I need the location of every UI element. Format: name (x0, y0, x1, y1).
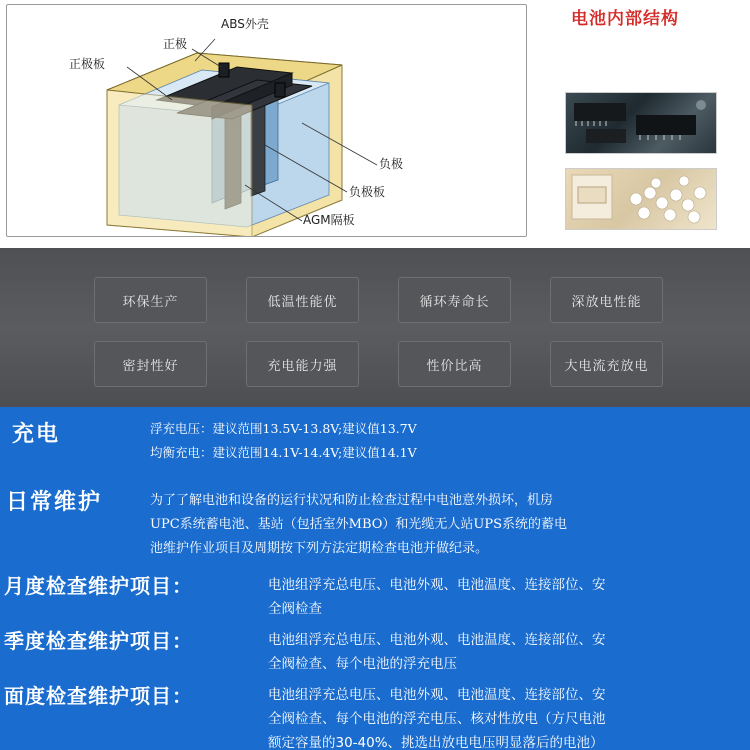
circuit-board-photo-icon (565, 92, 717, 154)
negative-plate-label: 负极板 (349, 185, 386, 199)
float-charge-text: 浮充电压：建议范围13.5V-13.8V;建议值13.7V (150, 421, 417, 436)
monthly-check-line-1: 电池组浮充总电压、电池外观、电池温度、连接部位、安 (268, 577, 606, 593)
monthly-check-line-2: 全阀检查 (268, 601, 322, 617)
annual-check-line-3: 额定容量的30-40%、挑选出放电电压明显落后的电池） (268, 735, 604, 750)
negative-terminal-label: 负极 (379, 157, 404, 171)
feature-deep-discharge: 深放电性能 (550, 277, 663, 323)
monthly-check-heading: 月度检查维护项目： (4, 574, 193, 598)
battery-structure-diagram (6, 4, 527, 237)
maintenance-section (0, 407, 750, 750)
feature-charge-ability: 充电能力强 (246, 341, 359, 387)
annual-check-heading: 面度检查维护项目： (4, 684, 193, 708)
daily-maintenance-line-1: 为了了解电池和设备的运行状况和防止检查过程中电池意外损坏，机房 (150, 493, 554, 508)
feature-high-current: 大电流充放电 (550, 341, 663, 387)
daily-maintenance-line-2: UPC系统蓄电池、基站（包括室外MBO）和光缆无人站UPS系统的蓄电 (150, 517, 568, 532)
feature-cycle-life: 循环寿命长 (398, 277, 511, 323)
feature-low-temp: 低温性能优 (246, 277, 359, 323)
features-panel (0, 248, 750, 407)
daily-maintenance-line-3: 池维护作业项目及周期按下列方法定期检查电池并做纪录。 (150, 541, 489, 556)
abs-case-label: ABS外壳 (221, 17, 269, 31)
quarterly-check-heading: 季度检查维护项目： (4, 629, 193, 653)
annual-check-line-2: 全阀检查、每个电池的浮充电压、核对性放电（方尺电池 (268, 711, 606, 727)
structure-title: 电池内部结构 (571, 9, 679, 29)
battery-cutaway-illustration (7, 5, 527, 237)
annual-check-line-1: 电池组浮充总电压、电池外观、电池温度、连接部位、安 (268, 687, 606, 703)
feature-sealing: 密封性好 (94, 341, 207, 387)
lead-granules-photo-icon (565, 168, 717, 230)
equalize-charge-text: 均衡充电：建议范围14.1V-14.4V;建议值14.1V (150, 445, 417, 460)
top-section (0, 0, 750, 248)
charging-heading: 充电 (12, 422, 61, 447)
agm-separator-label: AGM隔板 (303, 213, 355, 227)
quarterly-check-line-1: 电池组浮充总电压、电池外观、电池温度、连接部位、安 (268, 632, 606, 648)
feature-cost-performance: 性价比高 (398, 341, 511, 387)
positive-plate-label: 正极板 (69, 57, 106, 71)
quarterly-check-line-2: 全阀检查、每个电池的浮充电压 (268, 656, 457, 672)
feature-eco-production: 环保生产 (94, 277, 207, 323)
positive-terminal-label: 正极 (163, 37, 188, 51)
daily-maintenance-heading: 日常维护 (6, 490, 103, 515)
